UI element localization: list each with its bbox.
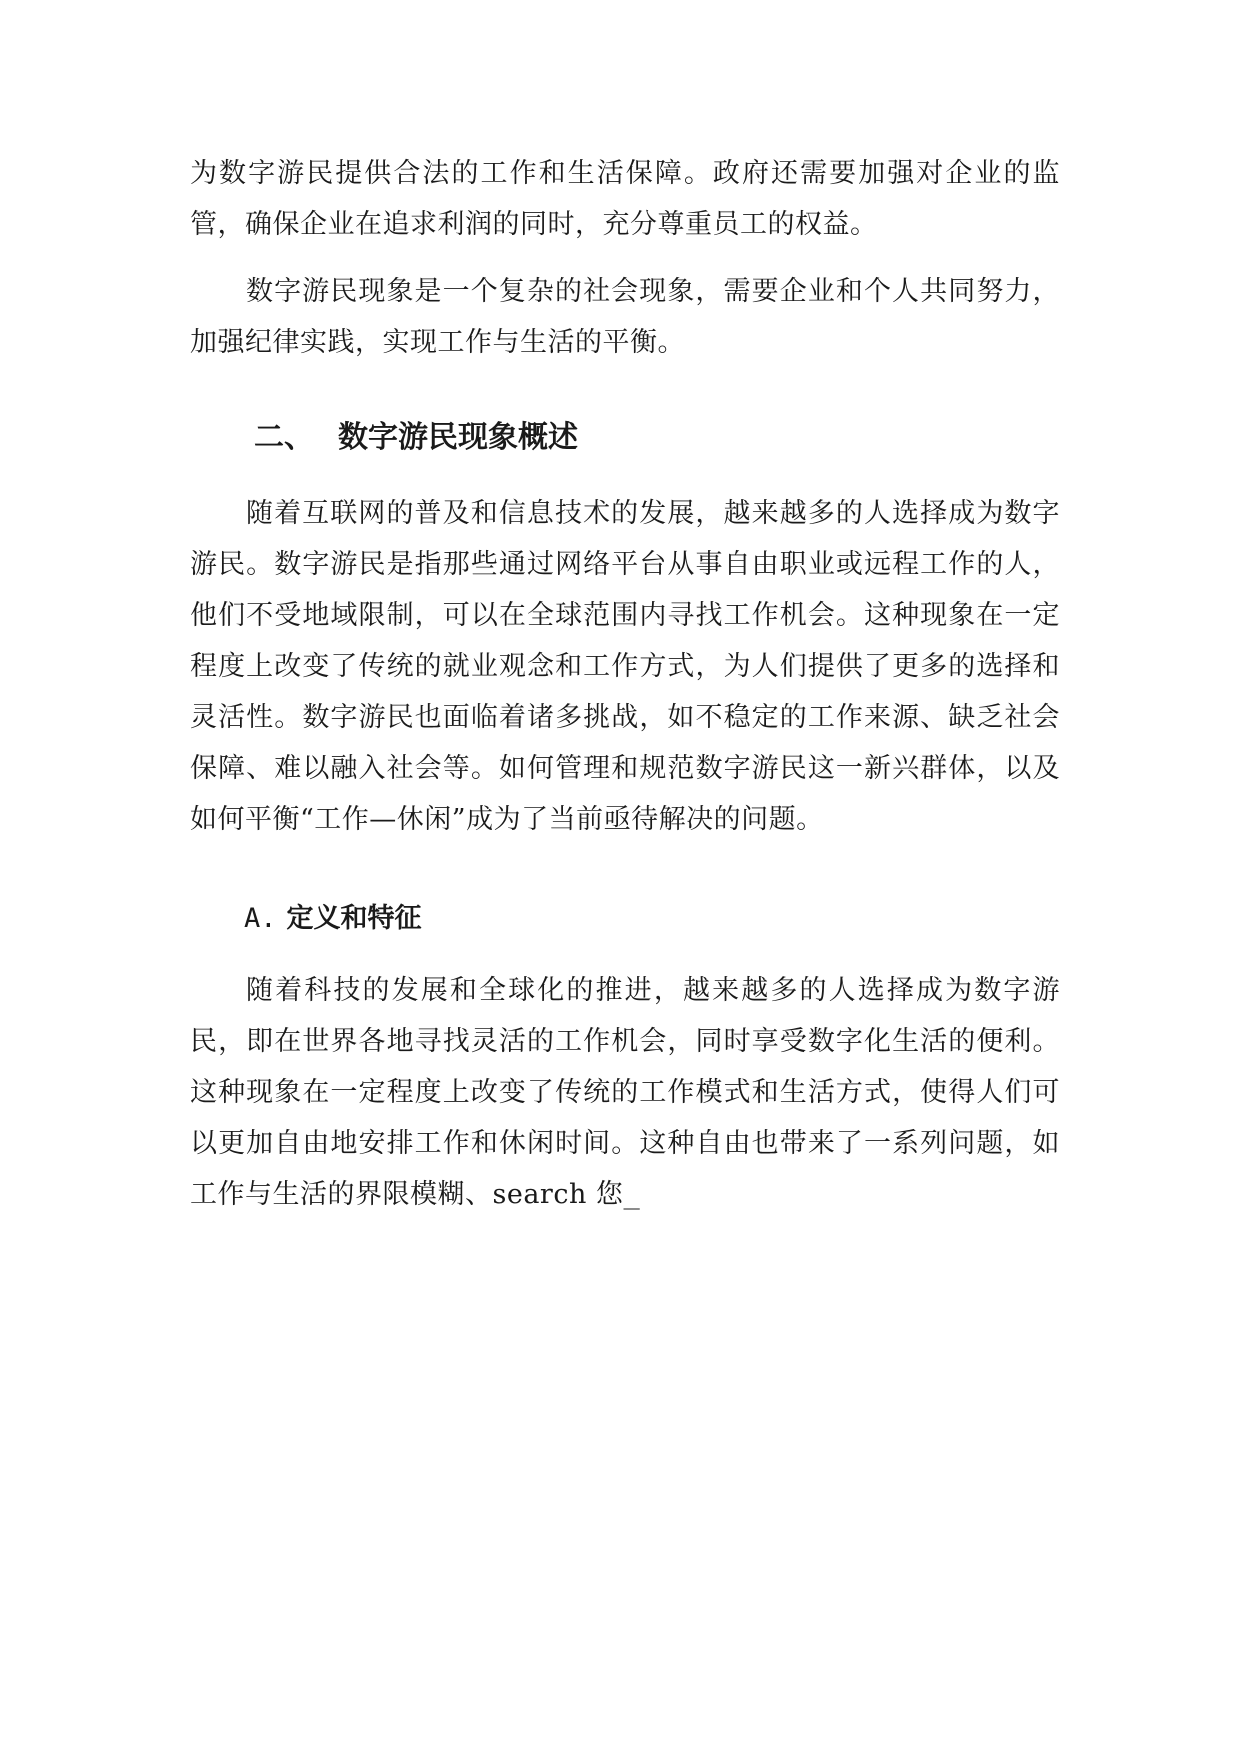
section-title: 数字游民现象概述 <box>338 420 578 455</box>
section-number: 二、 <box>254 420 314 455</box>
subsection-title: 定义和特征 <box>286 903 422 934</box>
document-body <box>190 148 1060 1220</box>
paragraph: 为数字游民提供合法的工作和生活保障。政府还需要加强对企业的监管，确保企业在追求利润的同时，充分尊重员工的权益。 <box>190 158 1060 240</box>
subsection-heading <box>190 895 1060 943</box>
text-cursor: _ <box>623 1179 641 1210</box>
paragraph: 随着互联网的普及和信息技术的发展，越来越多的人选择成为数字游民。数字游民是指那些通过网络平台从事自由职业或远程工作的人，他们不受地域限制，可以在全球范围内寻找工作机会。这种现象在一定程度上改变了传统的就业观念和工作方式，为人们提供了更多的选择和灵活性。数字游民也面临着诸多挑战，如不稳定的工作来源、缺乏社会保障、难以融入社会等。如何管理和规范数字游民这一新兴群体，以及如何平衡“工作—休闲”成为了当前亟待解决的问题。 <box>190 498 1060 835</box>
paragraph: 数字游民现象是一个复杂的社会现象，需要企业和个人共同努力，加强纪律实践，实现工作与生活的平衡。 <box>190 276 1060 358</box>
section-heading <box>190 414 1060 462</box>
subsection-number: A. <box>244 903 277 934</box>
paragraph-editable[interactable] <box>190 965 1060 1220</box>
paragraph-text: 随着科技的发展和全球化的推进，越来越多的人选择成为数字游民，即在世界各地寻找灵活的工作机会，同时享受数字化生活的便利。这种现象在一定程度上改变了传统的工作模式和生活方式，使得人们可以更加自由地安排工作和休闲时间。这种自由也带来了一系列问题，如工作与生活的界限模糊、search 您 <box>190 975 1060 1210</box>
